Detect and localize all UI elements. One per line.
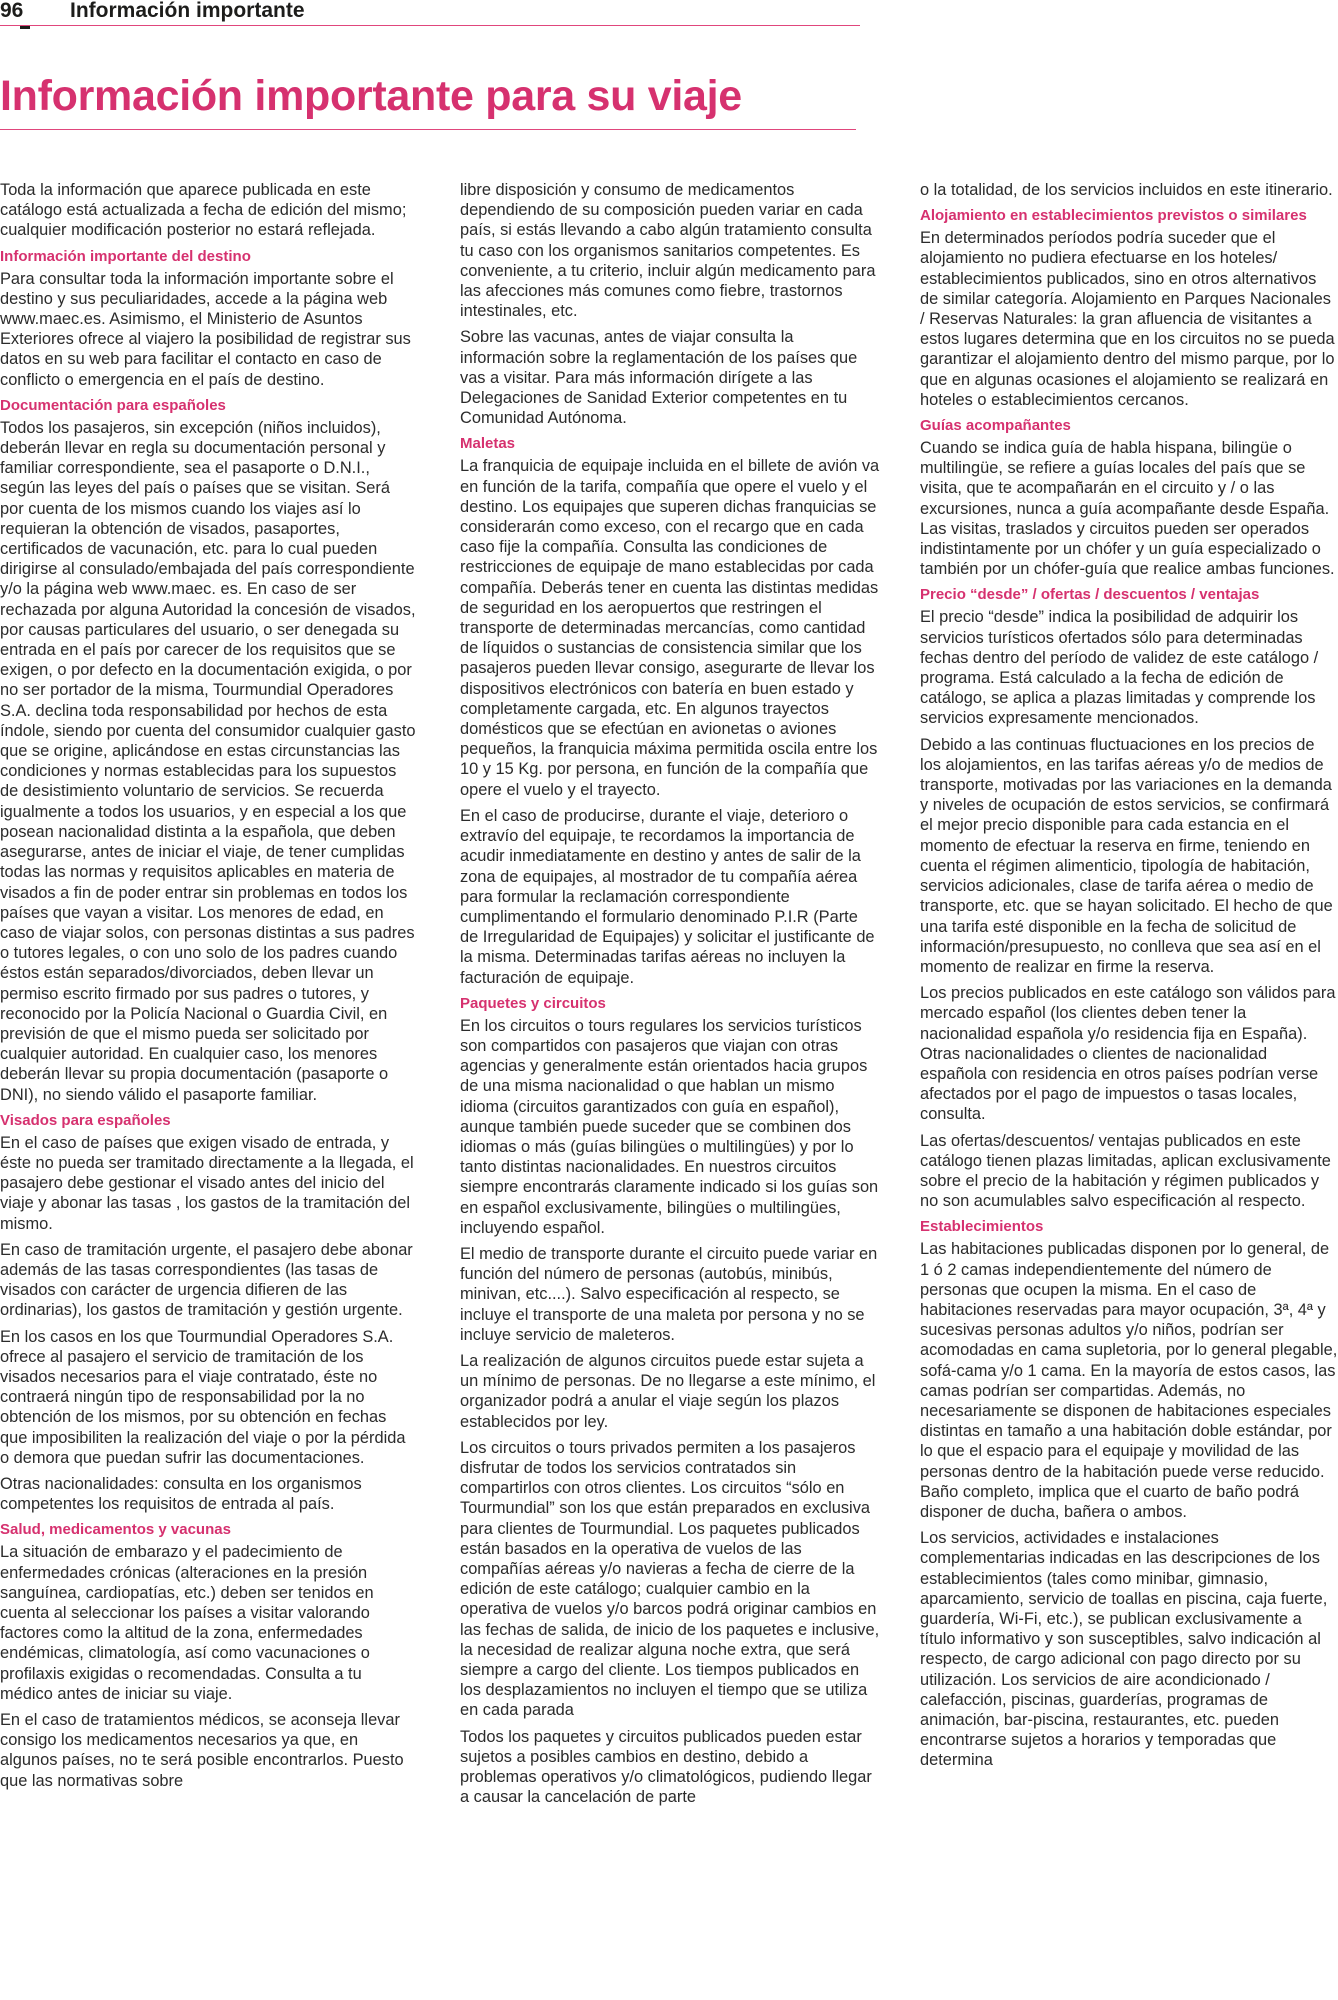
body-paragraph: En el caso de producirse, durante el viaje, deterioro o extravío del equipaje, te recordamos la importancia de acudir inmediatamente en destino y antes de salir de la zona de equipajes, al mostrador de tu compañía aérea para formular la reclamación correspondiente cumplimentando el formulario denominado P.I.R (Parte de Irregularidad de Equipajes) y solicitar el justificante de la misma. Determinadas tarifas aéreas no incluyen la facturación de equipaje.: [460, 806, 875, 987]
page-number: 96: [0, 0, 70, 23]
section-heading: Guías acompañantes: [920, 417, 1071, 435]
body-paragraph: El precio “desde” indica la posibilidad de adquirir los servicios turísticos ofertados sólo para determinadas fechas dentro del período de validez de este catálogo / programa. Está calculado a la fecha de edición de catálogo, se aplica a plazas limitadas y comprende los servicios expresamente mencionados.: [920, 608, 1319, 728]
body-paragraph: En el caso de tratamientos médicos, se aconseja llevar consigo los medicamentos necesarios ya que, en algunos países, no te será posible encontrarlos. Puesto que las normativas sobre: [0, 1711, 404, 1790]
section-heading: Alojamiento en establecimientos previstos o similares: [920, 207, 1307, 225]
section-heading: Salud, medicamentos y vacunas: [0, 1521, 231, 1539]
body-paragraph: La franquicia de equipaje incluida en el billete de avión va en función de la tarifa, compañía que opere el vuelo y el destino. Los equipajes que superen dichas franquicias se considerarán como exceso, con el recargo que en cada caso fije la compañía. Consulta las condiciones de restricciones de equipaje de mano establecidas por cada compañía. Deberás tener en cuenta las distintas medidas de seguridad en los aeropuertos que restringen el transporte de determinadas mercancías, como cantidad de líquidos o sustancias de consistencia similar que los pasajeros pueden llevar consigo, asegurarte de llevar los dispositivos electrónicos con batería en buen estado y completamente cargada, etc. En algunos trayectos domésticos que se efectúan en avionetas o aviones pequeños, la franquicia máxima permitida oscila entre los 10 y 15 Kg. por persona, en función de la compañía que opere el vuelo y el trayecto.: [460, 457, 880, 799]
body-paragraph: Las habitaciones publicadas disponen por lo general, de 1 ó 2 camas independientemente del número de personas que ocupen la misma. En el caso de habitaciones reservadas para mayor ocupación, 3ª, 4ª y sucesivas personas adultos y/o niños, podrían ser acomodadas en cama supletoria, por lo general plegable, sofá-cama y/o 1 cama. En la mayoría de estos casos, las camas podrían ser compartidas. Además, no necesariamente se disponen de habitaciones especiales distintas en tamaño a una habitación doble estándar, por lo que el espacio para el equipaje y movilidad de las personas dentro de la habitación puede verse reducido. Baño completo, implica que el cuarto de baño podrá disponer de ducha, bañera o ambos.: [920, 1240, 1338, 1521]
body-paragraph: Los circuitos o tours privados permiten a los pasajeros disfrutar de todos los servicios contratados sin compartirlos con otros clientes. Los circuitos “sólo en Tourmundial” son los que están preparados en exclusiva para clientes de Tourmundial. Los paquetes publicados están basados en la operativa de vuelos de las compañías aéreas y/o navieras a fecha de cierre de la edición de este catálogo; cualquier cambio en la operativa de vuelos y/o barcos podrá originar cambios en las fechas de salida, de inicio de los paquetes e inclusive, la necesidad de realizar alguna noche extra, que será siempre a cargo del cliente. Los tiempos publicados en los desplazamientos no incluyen el tiempo que se utiliza en cada parada: [460, 1438, 880, 1720]
section-heading: Documentación para españoles: [0, 396, 226, 414]
body-paragraph: o la totalidad, de los servicios incluidos en este itinerario.: [920, 181, 1333, 199]
body-paragraph: Todos los pasajeros, sin excepción (niños incluidos), deberán llevar en regla su documentación personal y familiar correspondiente, sea el pasaporte o D.N.I., según las leyes del país o países que se visitan. Será por cuenta de los mismos cuando los viajes así lo requieran la obtención de visados, pasaportes, certificados de vacunación, etc. para lo cual pueden dirigirse al consulado/embajada del país correspondiente y/o la página web www.maec. es. En caso de ser rechazada por alguna Autoridad la concesión de visados, por causas particulares del usuario, o ser denegada su entrada en el país por carecer de los requisitos que se exigen, o por defecto en la documentación exigida, o por no ser portador de la misma, Tourmundial Operadores S.A. declina toda responsabilidad por hechos de esta índole, siendo por cuenta del consumidor cualquier gasto que se origine, aplicándose en estas circunstancias las condiciones y normas establecidas para los supuestos de desistimiento voluntario de servicios. Se recuerda igualmente a todos los usuarios, y en especial a los que posean nacionalidad distinta a la española, que deben asegurarse, antes de iniciar el viaje, de tener cumplidas todas las normas y requisitos aplicables en materia de visados a fin de poder entrar sin problemas en todos los países que vayan a visitar. Los menores de edad, en caso de viajar solos, con personas distintas a sus padres o tutores legales, o con uno solo de los padres cuando éstos están separados/divorciados, deben llevar un permiso escrito firmado por sus padres o tutores, y reconocido por la Policía Nacional o Guardia Civil, en previsión de que el mismo pueda ser solicitado por cualquier autoridad. En cualquier caso, los menores deberán llevar su propia documentación (pasaporte o DNI), no siendo válido el pasaporte familiar.: [0, 418, 416, 1104]
page-title: Información importante para su viaje: [0, 72, 856, 130]
body-paragraph: En caso de tramitación urgente, el pasajero debe abonar además de las tasas correspondientes (las tasas de visados con carácter de urgencia difieren de las ordinarias), los gastos de tramitación y gestión urgente.: [0, 1240, 413, 1320]
body-paragraph: Los precios publicados en este catálogo son válidos para mercado español (los clientes deben tener la nacionalidad española y/o residencia fija en España). Otras nacionalidades o clientes de nacionalidad española con residencia en otros países podrían verse afectados por el pago de impuestos o tasas locales, consulta.: [920, 984, 1336, 1124]
body-paragraph: Cuando se indica guía de habla hispana, bilingüe o multilingüe, se refiere a guías locales del país que se visita, que te acompañarán en el circuito y / o las excursiones, nunca a guía acompañante desde España. Las visitas, traslados y circuitos pueden ser operados indistintamente por un chófer y un guía especializado o también por un chófer-guía que realice ambas funciones.: [920, 439, 1335, 579]
running-header: [0, 0, 860, 26]
body-paragraph: La realización de algunos circuitos puede estar sujeta a un mínimo de personas. De no llegarse a este mínimo, el organizador podrá a anular el viaje según los plazos establecidos por ley.: [460, 1351, 876, 1431]
body-paragraph: Toda la información que aparece publicada en este catálogo está actualizada a fecha de edición del mismo; cualquier modificación posterior no estará reflejada.: [0, 181, 407, 240]
body-paragraph: Los servicios, actividades e instalaciones complementarias indicadas en las descripciones de los establecimientos (tales como minibar, gimnasio, aparcamiento, servicio de toallas en piscina, caja fuerte, guardería, Wi-Fi, etc.), se publican exclusivamente a título informativo y son susceptibles, salvo indicación al respecto, de cargo adicional con pago directo por su utilización. Los servicios de aire acondicionado / calefacción, piscinas, guarderías, programas de animación, bar-piscina, restaurantes, etc. pueden encontrarse sujetos a horarios y temporadas que determina: [920, 1529, 1328, 1770]
body-paragraph: Todos los paquetes y circuitos publicados pueden estar sujetos a posibles cambios en destino, debido a problemas operativos y/o climatológicos, pudiendo llegar a causar la cancelación de parte: [460, 1727, 872, 1807]
body-paragraph: Debido a las continuas fluctuaciones en los precios de los alojamientos, en las tarifas aéreas y/o de medios de transporte, motivadas por las variaciones en la demanda y niveles de ocupación de estos servicios, se confirmará el mejor precio disponible para cada estancia en el momento de efectuar la reserva en firme, teniendo en cuenta el régimen alimenticio, tipología de habitación, servicios adicionales, clase de tarifa aérea o medio de transporte, etc. que se hayan solicitado. El hecho de que una tarifa esté disponible en la fecha de solicitud de información/presupuesto, no conlleva que sea así en el momento de realizar en firme la reserva.: [920, 735, 1333, 976]
body-paragraph: Para consultar toda la información importante sobre el destino y sus peculiaridades, accede a la página web www.maec.es. Asimismo, el Ministerio de Asuntos Exteriores ofrece al viajero la posibilidad de registrar sus datos en su web para facilitar el contacto en caso de conflicto o emergencia en el país de destino.: [0, 269, 411, 389]
body-paragraph: En los circuitos o tours regulares los servicios turísticos son compartidos con pasajeros que viajan con otras agencias y generalmente están orientados hacia grupos de una misma nacionalidad o que hablan un mismo idioma (circuitos garantizados con guía en español), aunque también puede suceder que se combinen dos idiomas o más (guías bilingües o multilingües) y por lo tanto distintas nacionalidades. En nuestros circuitos siempre encontrarás claramente indicado si los guías son en español exclusivamente, bilingües o multilingües, incluyendo español.: [460, 1016, 879, 1237]
text-column-2: [460, 180, 880, 1813]
section-heading: Establecimientos: [920, 1218, 1044, 1236]
body-paragraph: Sobre las vacunas, antes de viajar consulta la información sobre la reglamentación de los países que vas a visitar. Para más información dirígete a las Delegaciones de Sanidad Exterior competentes en tu Comunidad Autónoma.: [460, 328, 858, 428]
body-paragraph: La situación de embarazo y el padecimiento de enfermedades crónicas (alteraciones en la presión sanguínea, cardiopatías, etc.) deben ser tenidos en cuenta al seleccionar los países a visitar valorando factores como la altitud de la zona, enfermedades endémicas, climatología, así como vacunaciones o profilaxis exigidas o recomendadas. Consulta a tu médico antes de iniciar su viaje.: [0, 1543, 374, 1703]
section-heading: Visados para españoles: [0, 1111, 171, 1129]
section-heading: Información importante del destino: [0, 247, 251, 265]
body-paragraph: En los casos en los que Tourmundial Operadores S.A. ofrece al pasajero el servicio de tramitación de los visados necesarios para el viaje contratado, éste no contraerá ningún tipo de responsabilidad por la no obtención de los mismos, por su obtención en fechas que imposibiliten la realización del viaje o por la pérdida o demora que puedan sufrir las documentaciones.: [0, 1327, 406, 1467]
body-paragraph: En el caso de países que exigen visado de entrada, y éste no pueda ser tramitado directamente a la llegada, el pasajero debe gestionar el visado antes del inicio del viaje y abonar las tasas , los gastos de la tramitación del mismo.: [0, 1133, 414, 1233]
section-name: Información importante: [70, 0, 305, 22]
section-heading: Precio “desde” / ofertas / descuentos / ventajas: [920, 586, 1260, 604]
text-column-3: [920, 180, 1338, 1777]
body-paragraph: Otras nacionalidades: consulta en los organismos competentes los requisitos de entrada al país.: [0, 1474, 362, 1514]
body-paragraph: El medio de transporte durante el circuito puede variar en función del número de personas (autobús, minibús, minivan, etc....). Salvo especificación al respecto, se incluye el transporte de una maleta por persona y no se incluye servicio de maleteros.: [460, 1244, 878, 1344]
section-heading: Paquetes y circuitos: [460, 994, 606, 1012]
body-paragraph: libre disposición y consumo de medicamentos dependiendo de su composición pueden variar en cada país, si estás llevando a cabo algún tratamiento consulta tu caso con los organismos sanitarios competentes. Es conveniente, a tu criterio, incluir algún medicamento para las afecciones más comunes como fiebre, trastornos intestinales, etc.: [460, 181, 876, 321]
section-heading: Maletas: [460, 435, 516, 453]
body-paragraph: Las ofertas/descuentos/ ventajas publicados en este catálogo tienen plazas limitadas, aplican exclusivamente sobre el precio de la habitación y régimen publicados y no son acumulables salvo especificación al respecto.: [920, 1131, 1331, 1211]
text-column-1: [0, 180, 418, 1797]
body-paragraph: En determinados períodos podría suceder que el alojamiento no pudiera efectuarse en los hoteles/ establecimientos publicados, sino en otros alternativos de similar categoría. Alojamiento en Parques Nacionales / Reservas Naturales: la gran afluencia de visitantes a estos lugares determina que en los circuitos no se pueda garantizar el alojamiento dentro del mismo parque, por lo que en algunas ocasiones el alojamiento se realizará en hoteles o establecimientos cercanos.: [920, 229, 1335, 409]
